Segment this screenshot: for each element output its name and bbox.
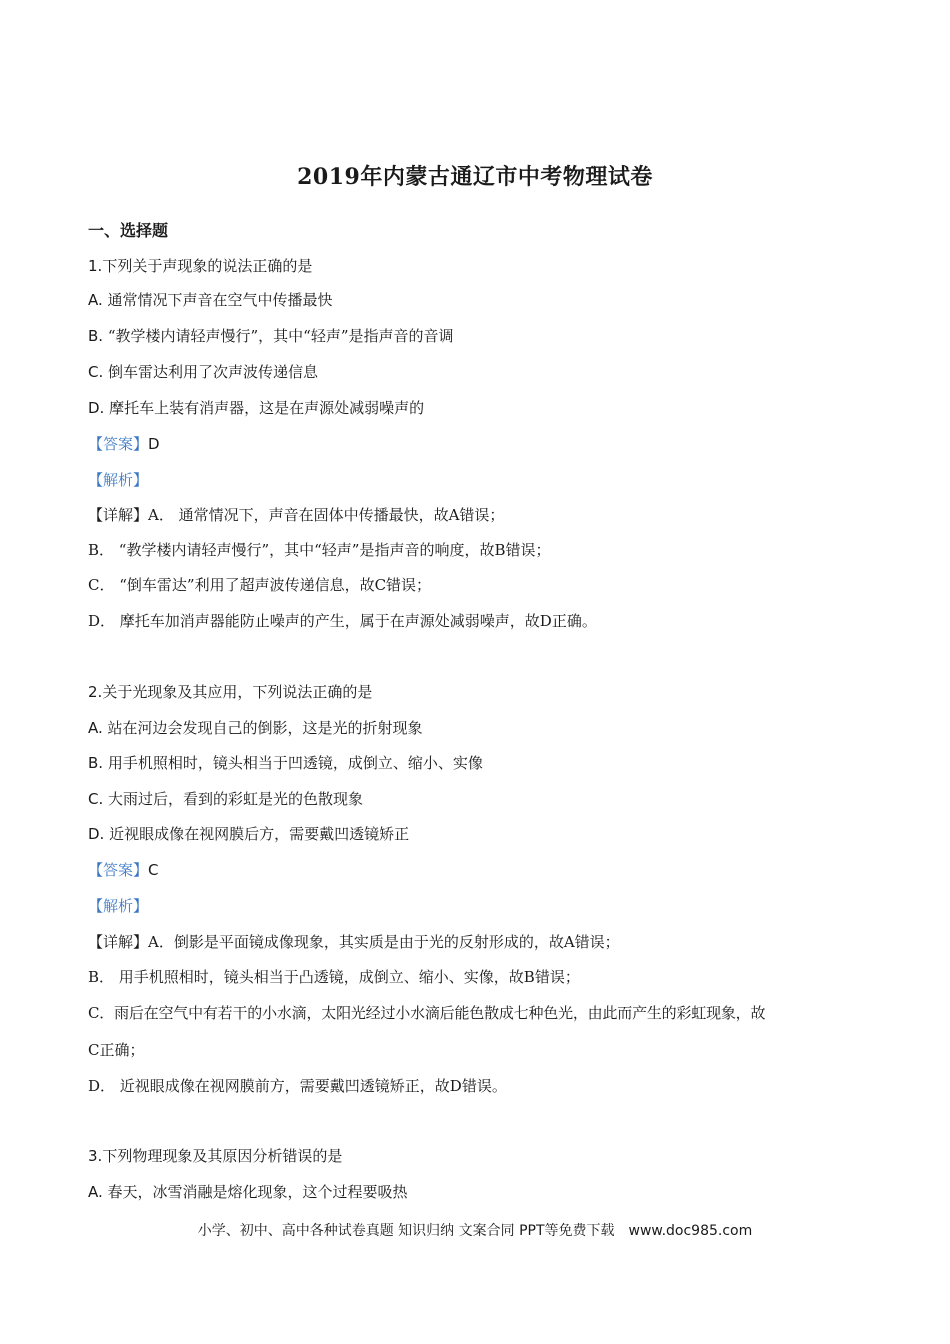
q2-option-d <box>88 824 409 844</box>
option-key: B. <box>88 754 104 772</box>
option-text: 摩托车上装有消声器，这是在声源处减弱噪声的 <box>104 399 425 417</box>
q1-detail-1: 【详解】A． 通常情况下，声音在固体中传播最快，故A错误； <box>88 506 505 524</box>
footer-url[interactable]: www.doc985.com <box>628 1223 753 1239</box>
q2-answer <box>88 860 159 880</box>
option-text: 近视眼成像在视网膜后方，需要戴凹透镜矫正 <box>104 825 410 843</box>
q1-answer <box>88 434 160 454</box>
q1-analysis-tag: 【解析】 <box>88 471 149 489</box>
question-2-stem <box>88 682 372 702</box>
option-key: A. <box>88 719 103 737</box>
option-text: 用手机照相时，镜头相当于凹透镜，成倒立、缩小、实像 <box>103 754 483 772</box>
option-key: B. <box>88 327 104 345</box>
answer-value: D <box>148 435 160 453</box>
option-text: “教学楼内请轻声慢行”，其中“轻声”是指声音的音调 <box>103 327 454 345</box>
option-text: 通常情况下声音在空气中传播最快 <box>102 291 333 309</box>
question-text: 下列关于声现象的说法正确的是 <box>102 257 313 275</box>
answer-tag: 【答案】 <box>88 435 149 453</box>
option-text: 春天，冰雪消融是熔化现象，这个过程要吸热 <box>102 1183 408 1201</box>
q1-detail-4: D． 摩托车加消声器能防止噪声的产生，属于在声源处减弱噪声，故D正确。 <box>88 612 597 630</box>
option-key: C. <box>88 790 104 808</box>
q2-detail-1: 【详解】A．倒影是平面镜成像现象，其实质是由于光的反射形成的，故A错误； <box>88 933 620 951</box>
q2-detail-2: B． 用手机照相时，镜头相当于凸透镜，成倒立、缩小、实像，故B错误； <box>88 968 580 986</box>
footer-text: 小学、初中、高中各种试卷真题 知识归纳 文案合同 PPT等免费下载 <box>197 1223 615 1239</box>
question-number: 2. <box>88 683 103 701</box>
q1-option-a <box>88 290 333 310</box>
question-number: 3. <box>88 1147 103 1165</box>
page-title: 2019年内蒙古通辽市中考物理试卷 <box>297 164 653 190</box>
q2-option-b <box>88 753 483 773</box>
q1-option-b <box>88 326 454 346</box>
q1-option-d <box>88 398 424 418</box>
answer-tag: 【答案】 <box>88 861 149 879</box>
page-footer <box>0 1220 950 1240</box>
question-3-stem <box>88 1146 342 1166</box>
option-text: 倒车雷达利用了次声波传递信息 <box>103 363 319 381</box>
answer-value: C <box>148 861 159 879</box>
option-key: C. <box>88 363 104 381</box>
question-text: 下列物理现象及其原因分析错误的是 <box>102 1147 343 1165</box>
option-text: 站在河边会发现自己的倒影，这是光的折射现象 <box>102 719 423 737</box>
option-key: D. <box>88 399 105 417</box>
q1-detail-2: B． “教学楼内请轻声慢行”，其中“轻声”是指声音的响度，故B错误； <box>88 541 551 559</box>
question-text: 关于光现象及其应用，下列说法正确的是 <box>102 683 373 701</box>
q3-option-a <box>88 1182 408 1202</box>
q2-option-a <box>88 718 423 738</box>
question-number: 1. <box>88 257 103 275</box>
q2-detail-3: C．雨后在空气中有若干的小水滴，太阳光经过小水滴后能色散成七种色光，由此而产生的彩虹现象，故 <box>88 1004 766 1022</box>
question-1-stem <box>88 256 312 276</box>
section-heading: 一、选择题 <box>88 221 169 240</box>
option-key: A. <box>88 291 103 309</box>
q1-option-c <box>88 362 318 382</box>
q2-analysis-tag: 【解析】 <box>88 897 149 915</box>
q2-detail-3-continued: C正确； <box>88 1041 145 1059</box>
q2-option-c <box>88 789 363 809</box>
q2-detail-4: D． 近视眼成像在视网膜前方，需要戴凹透镜矫正，故D错误。 <box>88 1077 507 1095</box>
option-text: 大雨过后，看到的彩虹是光的色散现象 <box>103 790 364 808</box>
option-key: A. <box>88 1183 103 1201</box>
option-key: D. <box>88 825 105 843</box>
q1-detail-3: C． “倒车雷达”利用了超声波传递信息，故C错误； <box>88 576 432 594</box>
